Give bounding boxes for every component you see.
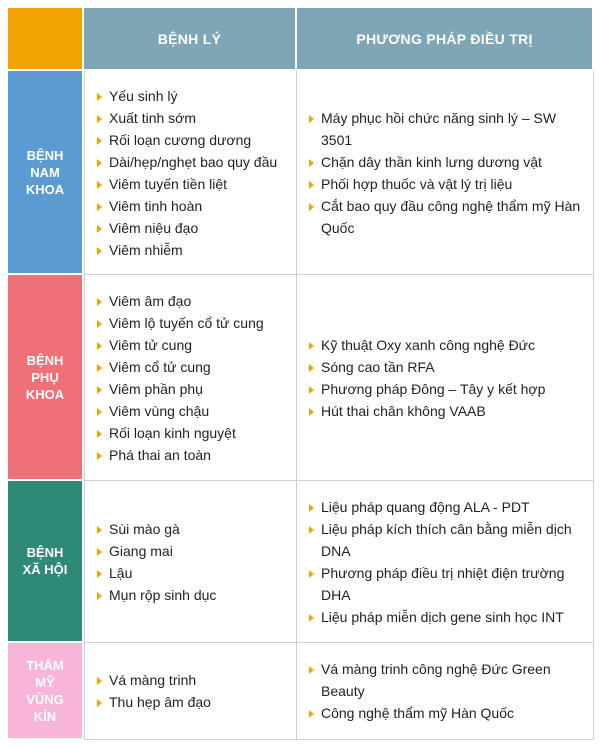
list-item: Cắt bao quy đầu công nghệ thẩm mỹ Hàn Quốc xyxy=(309,195,585,239)
benh-ly-cell xyxy=(84,275,297,481)
benh-ly-list xyxy=(97,518,288,606)
list-item: Dài/hẹp/nghẹt bao quy đầu xyxy=(97,151,288,173)
list-item: Liệu pháp miễn dịch gene sinh học INT xyxy=(309,606,585,628)
list-item: Máy phục hồi chức năng sinh lý – SW 3501 xyxy=(309,107,585,151)
category-line: PHỤ xyxy=(31,369,59,385)
list-item: Công nghệ thẩm mỹ Hàn Quốc xyxy=(309,702,585,724)
benh-ly-cell xyxy=(84,643,297,740)
phuong-phap-cell xyxy=(297,643,594,740)
list-item: Phương pháp điều trị nhiệt điện trường DHA xyxy=(309,562,585,606)
header-corner xyxy=(8,8,84,71)
list-item: Sùi mào gà xyxy=(97,518,288,540)
list-item: Hút thai chân không VAAB xyxy=(309,400,585,422)
list-item: Rối loạn kinh nguyệt xyxy=(97,422,288,444)
list-item: Viêm phần phụ xyxy=(97,378,288,400)
phuong-phap-list xyxy=(309,107,585,239)
list-item: Mụn rộp sinh dục xyxy=(97,584,288,606)
header-phuong-phap: PHƯƠNG PHÁP ĐIỀU TRỊ xyxy=(297,8,594,71)
list-item: Viêm lộ tuyến cổ tử cung xyxy=(97,312,288,334)
category-nam-khoa xyxy=(8,71,84,275)
category-tham-my-vung-kin xyxy=(8,643,84,740)
list-item: Phối hợp thuốc và vật lý trị liệu xyxy=(309,173,585,195)
list-item: Viêm âm đạo xyxy=(97,290,288,312)
phuong-phap-list xyxy=(309,496,585,628)
list-item: Xuất tinh sớm xyxy=(97,107,288,129)
header-benh-ly: BỆNH LÝ xyxy=(84,8,297,71)
category-line: BỆNH xyxy=(26,147,64,163)
list-item: Viêm niệu đạo xyxy=(97,217,288,239)
list-item: Phương pháp Đông – Tây y kết hợp xyxy=(309,378,585,400)
category-line: XÃ HỘI xyxy=(22,562,68,577)
benh-ly-list xyxy=(97,669,288,713)
list-item: Viêm cổ tử cung xyxy=(97,356,288,378)
benh-ly-list xyxy=(97,85,288,261)
category-line: VÙNG xyxy=(26,691,64,707)
category-line: THẨM xyxy=(26,657,64,673)
list-item: Viêm nhiễm xyxy=(97,239,288,261)
category-line: KHOA xyxy=(25,181,65,197)
category-xa-hoi xyxy=(8,481,84,643)
category-line: MỸ xyxy=(35,674,55,690)
benh-ly-list xyxy=(97,290,288,466)
list-item: Viêm vùng chậu xyxy=(97,400,288,422)
list-item: Liệu pháp kích thích cân bằng miễn dịch DNA xyxy=(309,518,585,562)
list-item: Chặn dây thần kinh lưng dương vật xyxy=(309,151,585,173)
category-line: KHOA xyxy=(25,386,65,402)
list-item: Rối loạn cương dương xyxy=(97,129,288,151)
category-line: BỆNH xyxy=(26,352,64,368)
category-line: BỆNH xyxy=(26,545,64,560)
treatment-table xyxy=(8,8,594,740)
list-item: Vá màng trinh công nghệ Đức Green Beauty xyxy=(309,658,585,702)
list-item: Giang mai xyxy=(97,540,288,562)
category-line: KÍN xyxy=(33,708,57,724)
phuong-phap-cell xyxy=(297,275,594,481)
list-item: Sóng cao tần RFA xyxy=(309,356,585,378)
list-item: Viêm tinh hoàn xyxy=(97,195,288,217)
category-line: NAM xyxy=(30,164,60,180)
list-item: Liệu pháp quang động ALA - PDT xyxy=(309,496,585,518)
phuong-phap-cell xyxy=(297,481,594,643)
list-item: Thu hẹp âm đạo xyxy=(97,691,288,713)
category-phu-khoa xyxy=(8,275,84,481)
list-item: Kỹ thuật Oxy xanh công nghệ Đức xyxy=(309,334,585,356)
phuong-phap-list xyxy=(309,658,585,724)
list-item: Yếu sinh lý xyxy=(97,85,288,107)
phuong-phap-cell xyxy=(297,71,594,275)
list-item: Vá màng trinh xyxy=(97,669,288,691)
list-item: Viêm tuyến tiền liệt xyxy=(97,173,288,195)
benh-ly-cell xyxy=(84,481,297,643)
list-item: Phá thai an toàn xyxy=(97,444,288,466)
phuong-phap-list xyxy=(309,334,585,422)
list-item: Viêm tử cung xyxy=(97,334,288,356)
list-item: Lậu xyxy=(97,562,288,584)
benh-ly-cell xyxy=(84,71,297,275)
